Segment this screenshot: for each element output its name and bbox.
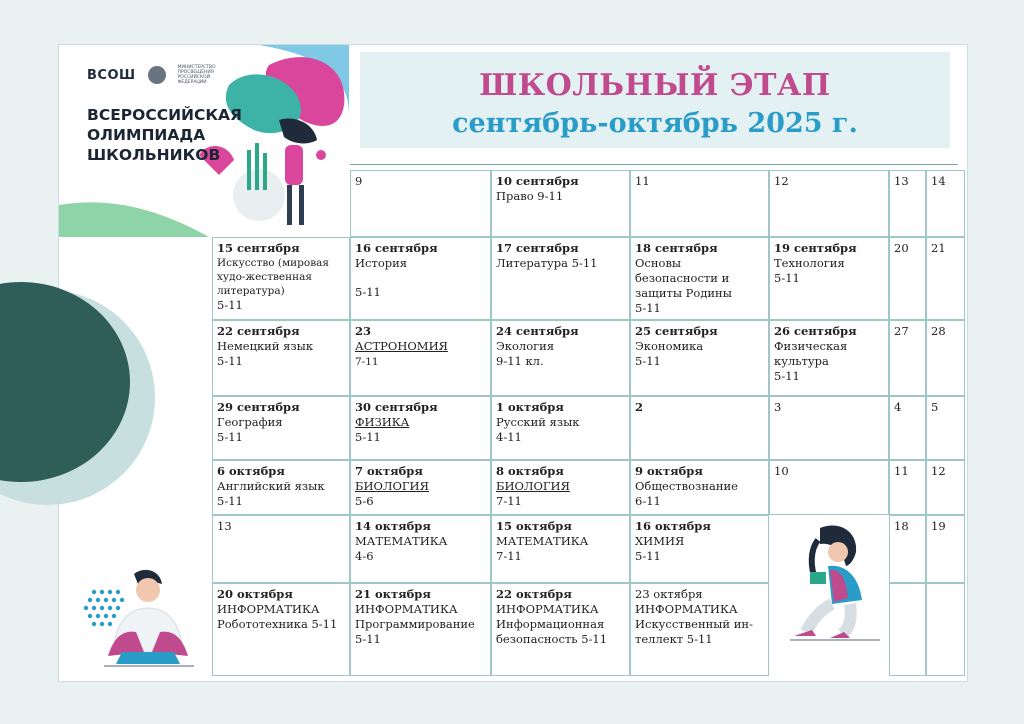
event-subject: ХИМИЯ xyxy=(635,534,685,548)
event-subject: АСТРОНОМИЯ xyxy=(355,339,448,353)
cal-cell-r4-c7 xyxy=(926,396,965,460)
cal-cell-r3-c4 xyxy=(630,320,769,396)
event-grades: 5-11 xyxy=(217,298,243,312)
event-grades: 5-11 xyxy=(217,430,243,444)
cal-cell-r5-c3 xyxy=(491,460,630,515)
day-number: 3 xyxy=(774,400,782,414)
cal-cell-r4-c3 xyxy=(491,396,630,460)
event-date: 17 сентября xyxy=(496,241,579,255)
event-subject: Немецкий язык xyxy=(217,339,314,353)
event-subject: МАТЕМАТИКА xyxy=(355,534,448,548)
event-subject: Русский язык xyxy=(496,415,580,429)
cal-cell-r2-c7 xyxy=(926,237,965,320)
event-date: 25 сентября xyxy=(635,324,718,338)
cal-cell-r4-c5 xyxy=(769,396,889,460)
event-detail: Робототехника 5-11 xyxy=(217,617,338,631)
event-subject: Технология xyxy=(774,256,845,270)
event-detail: Информационная безопасность 5-11 xyxy=(496,617,608,646)
event-grades: 5-11 xyxy=(635,354,661,368)
event-grades: 5-11 xyxy=(774,271,800,285)
event-subject: Экология xyxy=(496,339,555,353)
boy-illustration-card xyxy=(64,552,210,673)
cal-cell-r5-c4 xyxy=(630,460,769,515)
event-subject: Литература 5-11 xyxy=(496,256,598,270)
cal-cell-r7-c6 xyxy=(889,583,926,676)
cal-cell-r3-c3 xyxy=(491,320,630,396)
event-date: 6 октября xyxy=(217,464,285,478)
brand-title-line-1: ВСЕРОССИЙСКАЯ xyxy=(87,106,242,124)
event-grades: 5-11 xyxy=(217,494,243,508)
event-grades: 4-11 xyxy=(496,430,522,444)
event-date: 23 октября xyxy=(635,587,703,601)
event-subject: Искусство (мировая худо-жественная литература) xyxy=(217,257,330,297)
event-subject: ИНФОРМАТИКА xyxy=(217,602,320,616)
event-date: 23 xyxy=(355,324,372,338)
cal-cell-r5-c5 xyxy=(769,460,889,515)
event-subject: Английский язык xyxy=(217,479,325,493)
cal-cell-r5-c6 xyxy=(889,460,926,515)
event-grades: 7-11 xyxy=(496,549,522,563)
event-date: 22 сентября xyxy=(217,324,300,338)
event-subject: Экономика xyxy=(635,339,704,353)
ministry-text: МИНИСТЕРСТВО ПРОСВЕЩЕНИЯ РОССИЙСКОЙ ФЕДЕРАЦИИ xyxy=(177,65,216,85)
day-number: 9 xyxy=(355,174,363,188)
brand-block xyxy=(59,45,349,237)
event-grades: 5-11 xyxy=(355,285,381,299)
studying-boy-illustration xyxy=(64,552,210,673)
cal-cell-r7-c3 xyxy=(491,583,630,676)
event-date: 20 октября xyxy=(217,587,293,601)
cal-cell-r1-c5 xyxy=(769,170,889,237)
event-grades: 5-11 xyxy=(635,549,661,563)
event-date: 8 октября xyxy=(496,464,564,478)
event-grades: 5-11 xyxy=(355,430,381,444)
cal-cell-r7-c7 xyxy=(926,583,965,676)
event-date: 10 сентября xyxy=(496,174,579,188)
cal-cell-r2-c2 xyxy=(350,237,491,320)
day-number: 19 xyxy=(931,519,946,533)
cal-cell-r2-c4 xyxy=(630,237,769,320)
page-subtitle: сентябрь-октябрь 2025 г. xyxy=(452,108,858,139)
cal-cell-r6-c7 xyxy=(926,515,965,583)
cal-cell-r1-c3 xyxy=(491,170,630,237)
event-grades: 6-11 xyxy=(635,494,661,508)
cal-cell-r6-c3 xyxy=(491,515,630,583)
day-number: 5 xyxy=(931,400,939,414)
event-grades: 5-6 xyxy=(355,494,374,508)
cal-cell-r4-c2 xyxy=(350,396,491,460)
cal-cell-r2-c3 xyxy=(491,237,630,320)
event-subject: ИНФОРМАТИКА xyxy=(635,602,738,616)
event-subject: ИНФОРМАТИКА xyxy=(355,602,458,616)
day-number: 4 xyxy=(894,400,902,414)
event-date: 9 октября xyxy=(635,464,703,478)
day-number: 14 xyxy=(931,174,946,188)
day-number: 21 xyxy=(931,241,946,255)
event-subject: МАТЕМАТИКА xyxy=(496,534,589,548)
event-subject: ФИЗИКА xyxy=(355,415,410,429)
day-number: 2 xyxy=(635,400,644,414)
reading-girl-illustration xyxy=(780,520,885,645)
brand-title-line-3: ШКОЛЬНИКОВ xyxy=(87,146,221,164)
event-date: 22 октября xyxy=(496,587,572,601)
cal-cell-r5-c7 xyxy=(926,460,965,515)
event-detail: Искусственный ин-теллект 5-11 xyxy=(635,617,753,646)
cal-cell-r3-c6 xyxy=(889,320,926,396)
cal-cell-r5-c1 xyxy=(212,460,350,515)
brand-title-line-2: ОЛИМПИАДА xyxy=(87,126,206,144)
event-date: 15 октября xyxy=(496,519,572,533)
event-grades: 5-11 xyxy=(774,369,800,383)
cal-cell-r7-c4 xyxy=(630,583,769,676)
event-subject: История xyxy=(355,256,408,270)
brand-title xyxy=(87,105,242,165)
brand-logo-text: ВСОШ xyxy=(87,67,136,83)
day-number: 11 xyxy=(894,464,909,478)
event-subject: ИНФОРМАТИКА xyxy=(496,602,599,616)
event-date: 16 октября xyxy=(635,519,711,533)
emblem-icon xyxy=(148,66,166,84)
cal-cell-r1-c7 xyxy=(926,170,965,237)
event-date: 1 октября xyxy=(496,400,564,414)
cal-cell-r7-c2 xyxy=(350,583,491,676)
event-date: 26 сентября xyxy=(774,324,857,338)
event-date: 24 сентября xyxy=(496,324,579,338)
event-date: 14 октября xyxy=(355,519,431,533)
event-subject: БИОЛОГИЯ xyxy=(355,479,429,493)
cal-cell-r3-c1 xyxy=(212,320,350,396)
event-grades: 7-11 xyxy=(355,356,379,368)
day-number: 10 xyxy=(774,464,789,478)
day-number: 12 xyxy=(931,464,946,478)
day-number: 20 xyxy=(894,241,909,255)
cal-cell-r6-c1 xyxy=(212,515,350,583)
cal-cell-r4-c1 xyxy=(212,396,350,460)
day-number: 13 xyxy=(894,174,909,188)
cal-cell-r2-c1 xyxy=(212,237,350,320)
event-date: 15 сентября xyxy=(217,241,300,255)
header-divider xyxy=(350,164,958,165)
cal-cell-r1-c2 xyxy=(350,170,491,237)
cal-cell-r4-c6 xyxy=(889,396,926,460)
cal-cell-r5-c2 xyxy=(350,460,491,515)
event-detail: Программирование 5-11 xyxy=(355,617,475,646)
cal-cell-r3-c5 xyxy=(769,320,889,396)
day-number: 12 xyxy=(774,174,789,188)
day-number: 11 xyxy=(635,174,650,188)
event-subject: География xyxy=(217,415,283,429)
event-grades: 4-6 xyxy=(355,549,374,563)
day-number: 28 xyxy=(931,324,946,338)
day-number: 13 xyxy=(217,519,232,533)
event-date: 29 сентября xyxy=(217,400,300,414)
event-date: 18 сентября xyxy=(635,241,718,255)
cal-cell-r6-c6 xyxy=(889,515,926,583)
cal-cell-r4-c4 xyxy=(630,396,769,460)
event-date: 30 сентября xyxy=(355,400,438,414)
cal-cell-r6-c4 xyxy=(630,515,769,583)
event-subject: БИОЛОГИЯ xyxy=(496,479,570,493)
event-date: 16 сентября xyxy=(355,241,438,255)
cal-cell-r7-c1 xyxy=(212,583,350,676)
day-number: 27 xyxy=(894,324,909,338)
cal-cell-r2-c5 xyxy=(769,237,889,320)
event-subject: Право 9-11 xyxy=(496,189,564,203)
event-subject: Физическая культура xyxy=(774,339,848,368)
day-number: 18 xyxy=(894,519,909,533)
event-grades: 9-11 кл. xyxy=(496,354,544,368)
cal-cell-r3-c7 xyxy=(926,320,965,396)
cal-cell-r2-c6 xyxy=(889,237,926,320)
event-subject: Основы безопасности и защиты Родины xyxy=(635,256,732,300)
page-title: ШКОЛЬНЫЙ ЭТАП xyxy=(479,68,831,103)
event-grades: 5-11 xyxy=(635,301,661,315)
event-subject: Обществознание xyxy=(635,479,738,493)
cal-cell-r6-c2 xyxy=(350,515,491,583)
event-grades: 5-11 xyxy=(217,354,243,368)
cal-cell-r1-c4 xyxy=(630,170,769,237)
event-date: 19 сентября xyxy=(774,241,857,255)
event-date: 7 октября xyxy=(355,464,423,478)
cal-cell-r1-c6 xyxy=(889,170,926,237)
event-grades: 7-11 xyxy=(496,494,522,508)
cal-cell-r3-c2 xyxy=(350,320,491,396)
page-header xyxy=(360,52,950,148)
event-date: 21 октября xyxy=(355,587,431,601)
